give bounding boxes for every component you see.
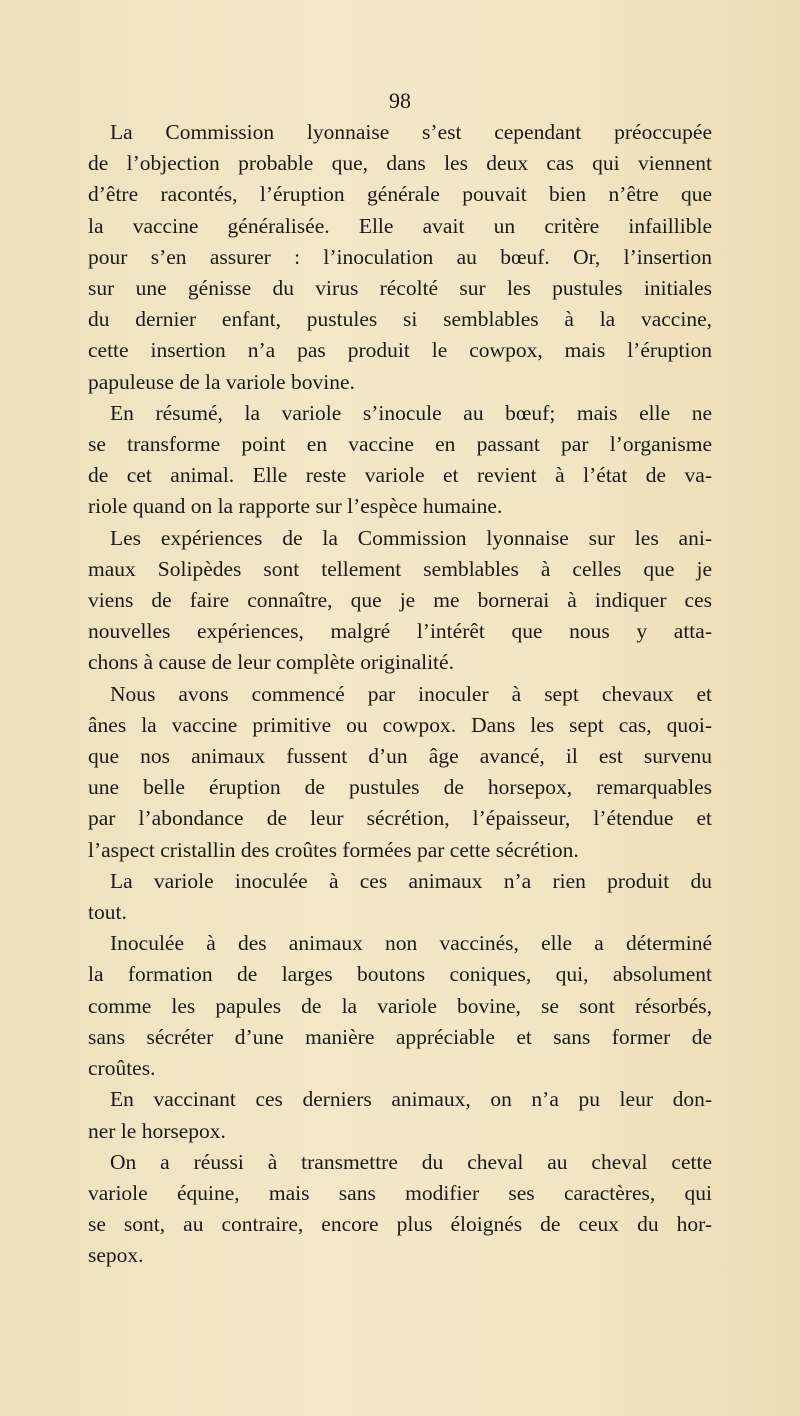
text-line: de l’objection probable que, dans les deux cas qui viennent [88,151,712,176]
text-line: maux Solipèdes sont tellement semblables à celles que je [88,556,712,581]
text-line: On a réussi à transmettre du cheval au cheval cette [110,1149,712,1174]
text-line: viens de faire connaître, que je me bornerai à indiquer ces [88,588,712,613]
text-line: papuleuse de la variole bovine. [88,369,355,394]
text-line: cette insertion n’a pas produit le cowpox, mais l’éruption [88,338,712,363]
text-line: sans sécréter d’une manière appréciable et sans former de [88,1024,712,1049]
text-line: du dernier enfant, pustules si semblables à la vaccine, [88,307,712,332]
text-line: Inoculée à des animaux non vaccinés, elle a déterminé [110,931,712,956]
text-line: se sont, au contraire, encore plus éloignés de ceux du hor- [88,1212,712,1237]
text-line: La variole inoculée à ces animaux n’a rien produit du [110,868,712,893]
text-line: une belle éruption de pustules de horsepox, remarquables [88,775,712,800]
text-line: que nos animaux fussent d’un âge avancé, il est survenu [88,744,712,769]
text-line: d’être racontés, l’éruption générale pouvait bien n’être que [88,182,712,207]
text-line: tout. [88,900,127,925]
text-line: chons à cause de leur complète originalité. [88,650,454,675]
text-line: riole quand on la rapporte sur l’espèce humaine. [88,494,503,519]
text-line: se transforme point en vaccine en passant par l’organisme [88,432,712,457]
page-number: 98 [389,88,411,113]
text-line: Les expériences de la Commission lyonnaise sur les ani- [110,525,712,550]
text-line: Nous avons commencé par inoculer à sept chevaux et [110,681,712,706]
text-line: l’aspect cristallin des croûtes formées par cette sécrétion. [88,837,579,862]
text-line: En vaccinant ces derniers animaux, on n’a pu leur don- [110,1087,712,1112]
text-line: variole équine, mais sans modifier ses caractères, qui [88,1180,712,1205]
text-line: La Commission lyonnaise s’est cependant préoccupée [110,120,712,144]
text-line: ânes la vaccine primitive ou cowpox. Dans les sept cas, quoi- [88,712,712,737]
text-line: nouvelles expériences, malgré l’intérêt que nous y atta- [88,619,712,644]
text-line: comme les papules de la variole bovine, se sont résorbés, [88,993,712,1018]
text-line: de cet animal. Elle reste variole et revient à l’état de va- [88,463,712,488]
text-line: par l’abondance de leur sécrétion, l’épaisseur, l’étendue et [88,806,712,831]
text-line: sepox. [88,1243,144,1268]
text-line: pour s’en assurer : l’inoculation au bœuf. Or, l’insertion [88,244,712,269]
text-line: ner le horsepox. [88,1118,226,1143]
text-line: sur une génisse du virus récolté sur les pustules initiales [88,276,712,301]
body-text [88,117,712,1272]
text-line: la vaccine généralisée. Elle avait un critère infaillible [88,213,712,238]
text-line: croûtes. [88,1056,156,1081]
text-line: la formation de larges boutons coniques, qui, absolument [88,962,712,987]
text-line: En résumé, la variole s’inocule au bœuf; mais elle ne [110,400,712,425]
